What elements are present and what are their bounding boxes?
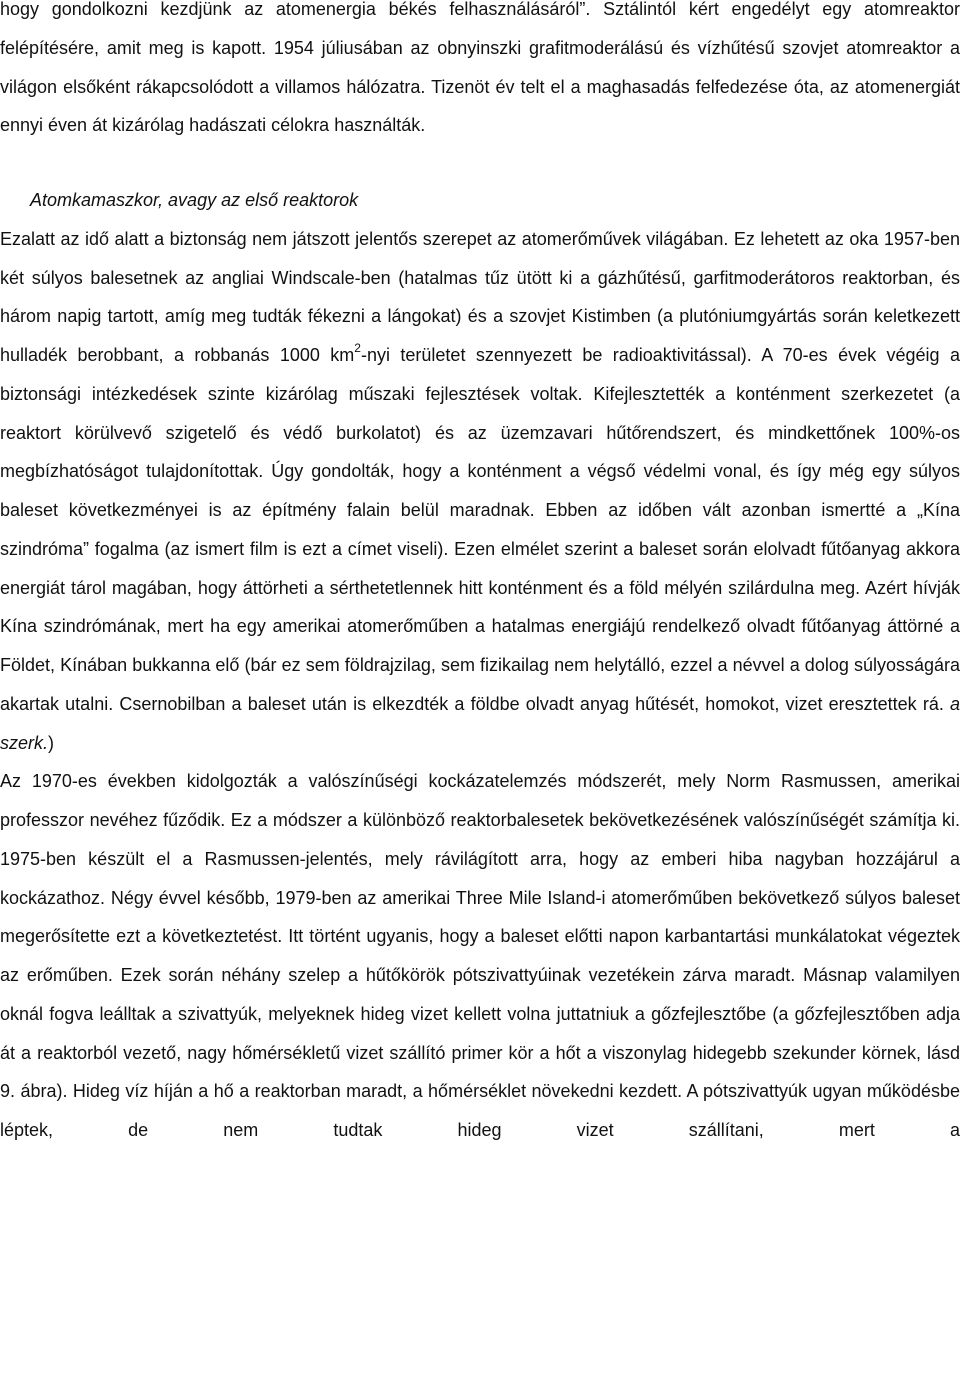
paragraph-risk-analysis	[0, 762, 960, 1150]
paragraph-safety-text-b: -nyi területet szennyezett be radioaktivitással). A 70-es évek végéig a biztonsági intézkedések szinte kizárólag műszaki fejlesztések voltak. Kifejlesztették a konténment szerkezetet (a reaktort körülvevő szigetelő és védő burkolatot) és az üzemzavari hűtőrendszert, és mindkettőnek 100%-os megbízhatóságot tulajdonítottak. Úgy gondolták, hogy a konténment a végső védelmi vonal, és így még egy súlyos baleset következményei is az építmény falain belül maradnak. Ebben az időben vált azonban ismertté a „Kína szindróma” fogalma (az ismert film is ezt a címet viseli). Ezen elmélet szerint a baleset során elolvadt fűtőanyag akkora energiát tárol magában, hogy áttörheti a sérthetetlennek hitt konténment és a föld mélyén szilárdulna meg. Azért hívják Kína szindrómának, mert ha egy amerikai atomerőműben a hatalmas energiájú rendelkező olvadt fűtőanyag áttörné a Földet, Kínában bukkanna elő (bár ez sem földrajzilag, sem fizikailag nem helytálló, ezzel a névvel a dolog súlyosságára akartak utalni. Csernobilban a baleset után is elkezdték a földbe olvadt anyag hűtését, homokot, vizet eresztettek rá.	[0, 345, 960, 714]
paragraph-intro	[0, 0, 960, 145]
paragraph-gap	[0, 145, 960, 181]
paragraph-safety-text-a: Ezalatt az idő alatt a biztonság nem játszott jelentős szerepet az atomerőművek világában. Ez lehetett az oka 1957-ben két súlyos balesetnek az angliai Windscale-ben (hatalmas tűz ütött ki a gázhűtésű, garfitmoderátoros reaktorban, és három napig tartott, amíg meg tudták fékezni a lángokat) és a szovjet Kistimben (a plutóniumgyártás során keletkezett hulladék berobbant, a robbanás 1000 km	[0, 228, 960, 365]
section-heading: Atomkamaszkor, avagy az első reaktorok	[30, 190, 359, 210]
paragraph-safety	[0, 220, 960, 763]
superscript-2: 2	[354, 341, 361, 355]
paragraph-safety-close: )	[48, 732, 55, 753]
editor-note: a szerk.	[0, 693, 960, 753]
paragraph-intro-text: hogy gondolkozni kezdjünk az atomenergia békés felhasználásáról”. Sztálintól kért engedélyt egy atomreaktor felépítésére, amit meg is kapott. 1954 júliusában az obnyinszki grafitmoderálású és vízhűtésű szovjet atomreaktor a világon elsőként rákapcsolódott a villamos hálózatra. Tizenöt év telt el a maghasadás felfedezése óta, az atomenergiát ennyi éven át kizárólag hadászati célokra használták.	[0, 0, 960, 136]
paragraph-risk-analysis-text: Az 1970-es években kidolgozták a valószínűségi kockázatelemzés módszerét, mely Norm Rasmussen, amerikai professzor nevéhez fűződik. Ez a módszer a különböző reaktorbalesetek bekövetkezésének valószínűségét számítja ki. 1975-ben készült el a Rasmussen-jelentés, mely rávilágított arra, hogy az emberi hiba nagyban hozzájárul a kockázathoz. Négy évvel később, 1979-ben az amerikai Three Mile Island-i atomerőműben bekövetkező súlyos baleset megerősítette ezt a következtetést. Itt történt ugyanis, hogy a baleset előtti napon karbantartási munkálatokat végeztek az erőműben. Ezek során néhány szelep a hűtőkörök pótszivattyúinak vezetékein zárva maradt. Másnap valamilyen oknál fogva leálltak a szivattyúk, melyeknek hideg vizet kellett volna juttatniuk a gőzfejlesztőbe (a gőzfejlesztőben adja át a reaktorból vezető, nagy hőmérsékletű vizet szállító primer kör a hőt a viszonylag hidegebb szekunder körnek, lásd 9. ábra). Hideg víz híján a hő a reaktorban maradt, a hőmérséklet növekedni kezdett. A pótszivattyúk ugyan működésbe léptek, de nem tudtak hideg vizet szállítani, mert a	[0, 771, 960, 1140]
